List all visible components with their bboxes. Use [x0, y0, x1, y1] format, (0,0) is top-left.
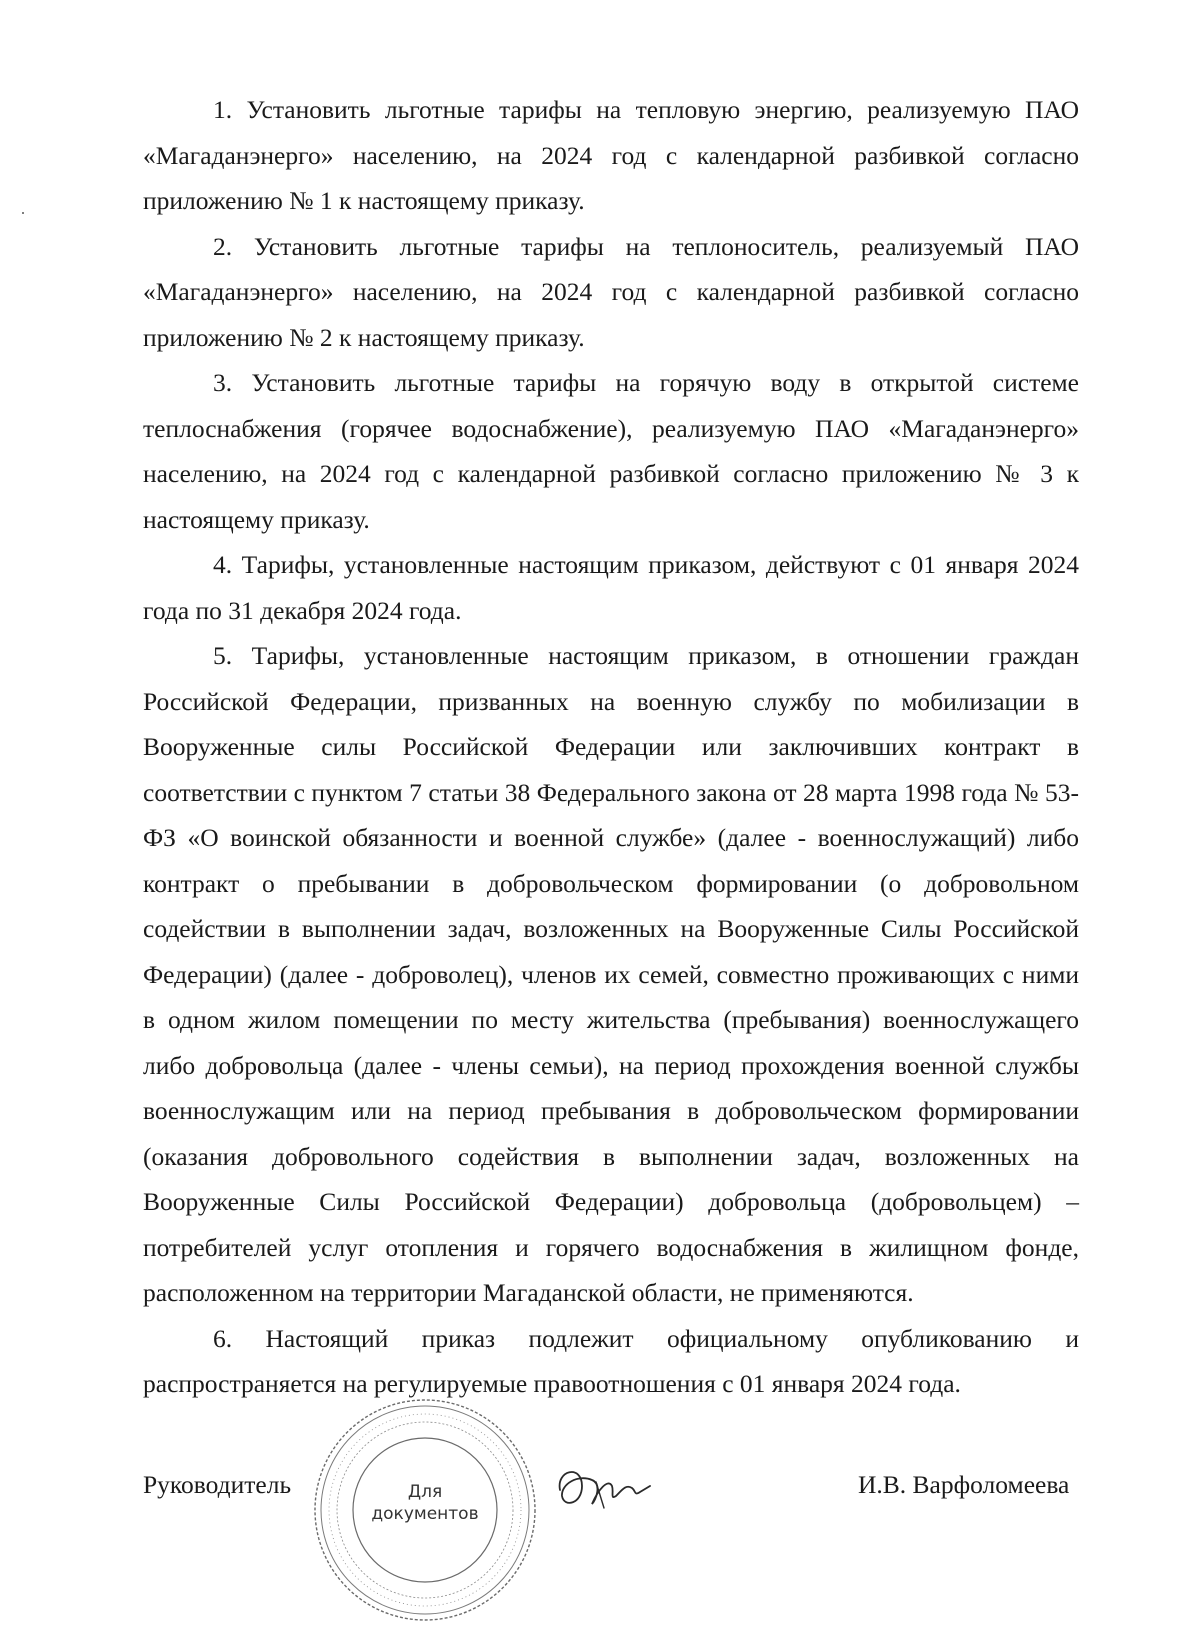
paragraph-2: 2. Установить льготные тарифы на теплоноситель, реализуемый ПАО «Магаданэнерго» населению, на 2024 год с календарной разбивкой согласно приложению № 2 к настоящему приказу.: [143, 231, 1079, 352]
seal-caption: [310, 1481, 540, 1525]
official-seal: [310, 1395, 540, 1625]
paragraph-3: 3. Установить льготные тарифы на горячую воду в открытой системе теплоснабжения (горячее водоснабжение), реализуемую ПАО «Магаданэнерго» населению, на 2024 год с календарной разбивкой согласно приложению № 3 к настоящему приказу.: [143, 368, 1079, 534]
seal-caption-line1: Для: [407, 1482, 443, 1502]
signer-position: Руководитель: [143, 1470, 292, 1499]
paragraph-6: 6. Настоящий приказ подлежит официальному опубликованию и распространяется на регулируемые правоотношения с 01 января 2024 года.: [143, 1323, 1079, 1398]
paragraph-4: 4. Тарифы, установленные настоящим приказом, действуют с 01 января 2024 года по 31 декабря 2024 года.: [143, 550, 1079, 625]
seal-graphic: [310, 1395, 540, 1625]
signer-name: И.В. Варфоломеева: [858, 1470, 1070, 1499]
handwritten-signature: [552, 1460, 652, 1515]
document-body: [143, 87, 1079, 1407]
seal-caption-line2: документов: [371, 1504, 479, 1524]
paragraph-1: 1. Установить льготные тарифы на тепловую энергию, реализуемую ПАО «Магаданэнерго» населению, на 2024 год с календарной разбивкой согласно приложению № 1 к настоящему приказу.: [143, 95, 1079, 215]
scan-speck: [22, 212, 24, 214]
paragraph-5: 5. Тарифы, установленные настоящим приказом, в отношении граждан Российской Федерации, призванных на военную службу по мобилизации в Вооруженные силы Российской Федерации или заключивших контракт в соответствии с пунктом 7 статьи 38 Федерального закона от 28 марта 1998 года № 53-ФЗ «О воинской обязанности и военной службе» (далее - военнослужащий) либо контракт о пребывании в добровольческом формировании (о добровольном содействии в выполнении задач, возложенных на Вооруженные Силы Российской Федерации) (далее - доброволец), членов их семей, совместно проживающих с ними в одном жилом помещении по месту жительства (пребывания) военнослужащего либо добровольца (далее - члены семьи), на период прохождения военной службы военнослужащим или на период пребывания в добровольческом формировании (оказания добровольного содействия в выполнении задач, возложенных на Вооруженные Силы Российской Федерации) добровольца (добровольцем) – потребителей услуг отопления и горячего водоснабжения в жилищном фонде, расположенном на территории Магаданской области, не применяются.: [143, 641, 1079, 1307]
